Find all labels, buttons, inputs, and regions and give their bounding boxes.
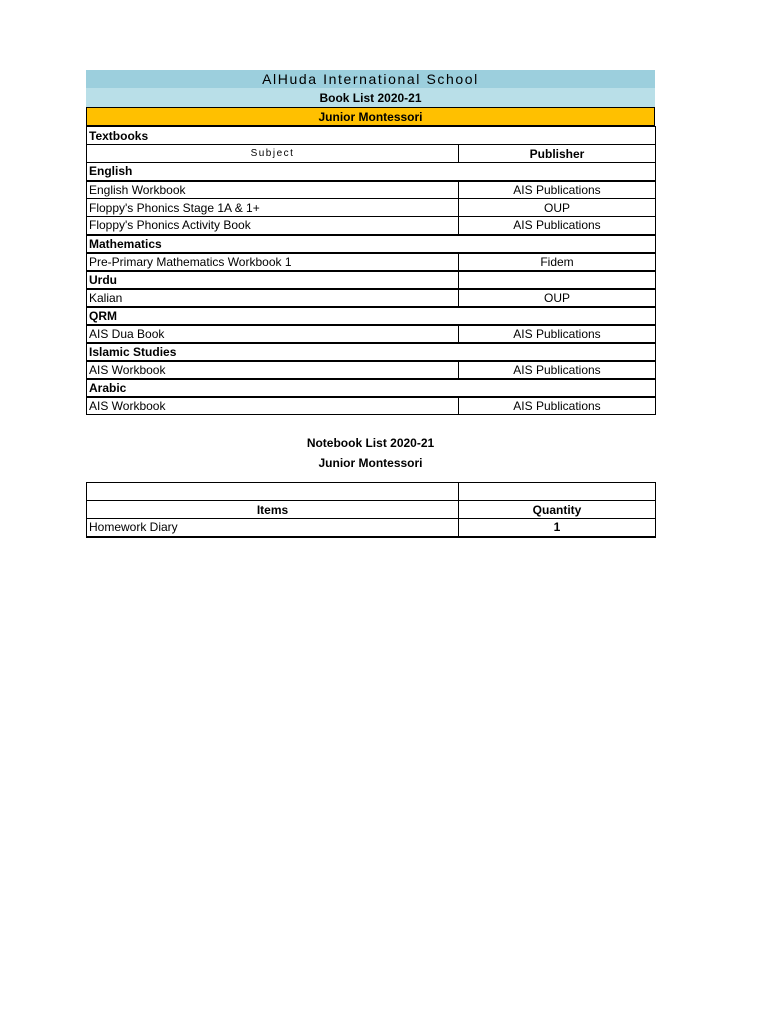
book-title: Floppy's Phonics Activity Book <box>87 217 459 235</box>
book-publisher: AIS Publications <box>459 361 656 379</box>
subject-category-row <box>87 379 656 397</box>
level-banner: Junior Montessori <box>86 107 655 126</box>
book-list-title: Book List 2020-21 <box>86 88 655 107</box>
blank-cell <box>459 271 656 289</box>
book-row <box>87 289 656 307</box>
book-publisher: AIS Publications <box>459 181 656 199</box>
book-row <box>87 361 656 379</box>
notebooks-blank-row <box>87 483 656 501</box>
book-list-sheet <box>86 70 655 538</box>
subject-category-row <box>87 271 656 289</box>
items-column-header: Items <box>87 501 459 519</box>
book-publisher: Fidem <box>459 253 656 271</box>
book-title: AIS Workbook <box>87 361 459 379</box>
book-publisher: AIS Publications <box>459 397 656 415</box>
publisher-column-header: Publisher <box>459 145 656 163</box>
book-row <box>87 199 656 217</box>
school-name-banner: AlHuda International School <box>86 70 655 88</box>
book-row <box>87 217 656 235</box>
book-publisher: AIS Publications <box>459 217 656 235</box>
notebooks-table <box>86 482 656 538</box>
textbooks-table <box>86 126 656 415</box>
book-row <box>87 253 656 271</box>
book-publisher: OUP <box>459 199 656 217</box>
book-title: Pre-Primary Mathematics Workbook 1 <box>87 253 459 271</box>
subject-category-label: Urdu <box>87 271 459 289</box>
subject-category-label: Islamic Studies <box>87 343 656 361</box>
book-row <box>87 325 656 343</box>
subject-category-row <box>87 163 656 181</box>
notebook-row <box>87 519 656 537</box>
blank-cell <box>459 483 656 501</box>
notebook-item: Homework Diary <box>87 519 459 537</box>
textbooks-section-row <box>87 127 656 145</box>
book-row <box>87 397 656 415</box>
subject-category-label: Mathematics <box>87 235 656 253</box>
book-title: AIS Dua Book <box>87 325 459 343</box>
notebooks-header-row <box>87 501 656 519</box>
subject-category-label: QRM <box>87 307 656 325</box>
notebook-level: Junior Montessori <box>318 456 423 470</box>
textbooks-section-label: Textbooks <box>87 127 656 145</box>
notebook-quantity: 1 <box>459 519 656 537</box>
book-title: Floppy's Phonics Stage 1A & 1+ <box>87 199 459 217</box>
subject-category-label: English <box>87 163 656 181</box>
book-title: English Workbook <box>87 181 459 199</box>
book-title: Kalian <box>87 289 459 307</box>
notebook-list-title: Notebook List 2020-21 <box>306 436 435 450</box>
subject-category-row <box>87 307 656 325</box>
book-publisher: AIS Publications <box>459 325 656 343</box>
subject-category-row <box>87 235 656 253</box>
subject-column-header: Subject <box>87 145 459 163</box>
blank-cell <box>87 483 459 501</box>
book-title: AIS Workbook <box>87 397 459 415</box>
subject-category-label: Arabic <box>87 379 656 397</box>
book-publisher: OUP <box>459 289 656 307</box>
subject-category-row <box>87 343 656 361</box>
textbooks-header-row <box>87 145 656 163</box>
quantity-column-header: Quantity <box>459 501 656 519</box>
book-row <box>87 181 656 199</box>
